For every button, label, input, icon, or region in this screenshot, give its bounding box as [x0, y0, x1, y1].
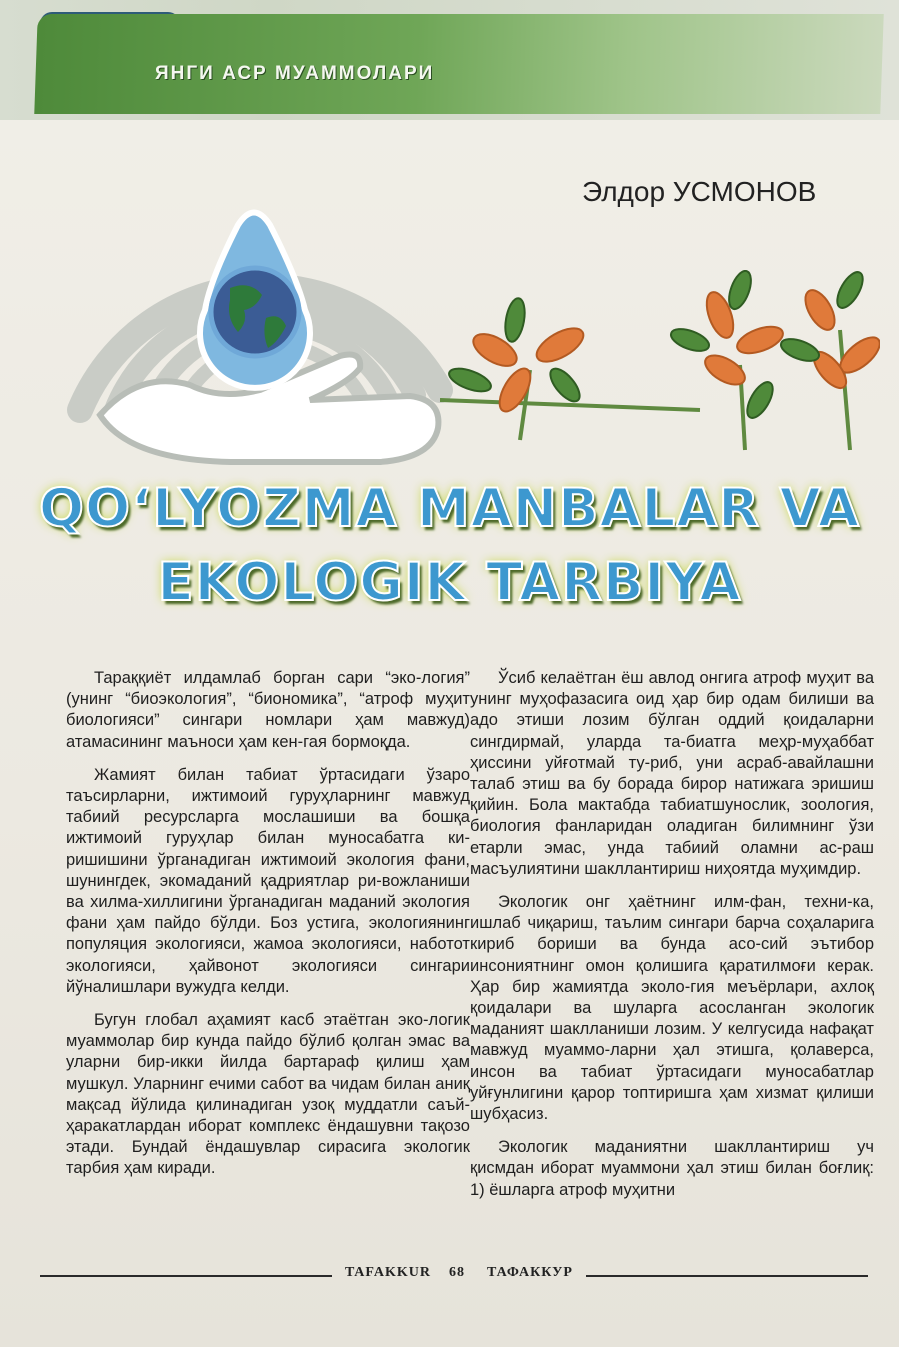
- flowers-illustration: [440, 270, 880, 470]
- article-title-line-2: EKOLOGIK TARBIYA: [157, 552, 742, 613]
- paragraph: Тараққиёт илдамлаб борган сари “эко-логия” (унинг “биоэкология”, “биономика”, “атроф муҳит биологияси” сингари номлари ҳам мавжуд) атамасининг маъноси ҳам кен-гая бормоқда.: [66, 669, 470, 751]
- paragraph: Жамият билан табиат ўртасидаги ўзаро таъсирларни, ижтимоий гуруҳларнинг мавжуд табиий ресурсларга мослашиши ва бошқа ижтимоий гуруҳлар билан муносабатга ки-ришишини ўрганадиган ижтимоий экология фани, шунингдек, экомаданий қадриятлар ри-вожланиши ва хилма-хиллигини ўрганадиган маданий экология фани ҳам пайдо бўлди. Боз устига, экологиянинг популяция экологияси, жамоа экологияси, наботот экологияси, ҳайвонот экологияси сингари йўналишлари вужудга келди.: [66, 765, 470, 996]
- paragraph: Экологик маданиятни шакллантириш уч қисмдан иборат муаммони ҳал этиш билан боғлиқ: 1) ёшларга атроф муҳитни: [470, 1138, 874, 1199]
- text-column-right: [470, 668, 874, 1213]
- page-number: 68: [449, 1265, 465, 1280]
- footer-magazine-name-cyrillic: ТАФАККУР: [487, 1265, 573, 1280]
- paragraph: Ўсиб келаётган ёш авлод онгига атроф муҳит ва унинг муҳофазасига оид ҳар бир одам билиши ва адо этиши лозим бўлган оддий қоидаларни сингдирмай, уларда та-биатга меҳр-муҳаббат ҳиссини уйғотмай ту-риб, уни асраб-авайлашни талаб этиш ва бу борада бирор натижага эришиш қийин. Бола мактабда табиатшунослик, зоология, биология фанларидан оладиган билимнинг ўзи етарли эмас, унда табиий оламни ас-раш масъулиятини шакллантириш ниҳоятда муҳимдир.: [470, 669, 874, 878]
- footer-rule-right: [586, 1275, 868, 1277]
- footer-rule-left: [40, 1275, 332, 1277]
- text-column-left: [66, 668, 470, 1192]
- ecology-globe-hand-logo: [60, 200, 460, 470]
- author-name: Элдор УСМОНОВ: [582, 176, 817, 207]
- footer-magazine-name-latin: TAFAKKUR: [345, 1265, 432, 1280]
- paragraph: Экологик онг ҳаётнинг илм-фан, техни-ка, ишлаб чиқариш, таълим сингари барча соҳаларига кириб бориши ва бунда асо-сий эътибор инсониятнинг омон қолишига қаратилмоғи керак. Ҳар бир жамиятда эколо-гия меъёрлари, ахлоқ қоидалари ва шуларга асосланган экологик маданият шаклланиши лозим. У келгусида нафақат мавжуд муаммо-ларни ҳал этишга, қолаверса, инсон ва табиат ўртасидаги муносабатлар уйғунлигини қарор топтиришга ҳам хизмат қилиши шубҳасиз.: [470, 893, 874, 1124]
- article-title-line-1: QO‘LYOZMA MANBALAR VA: [39, 478, 860, 539]
- rubric-label: ЯНГИ АСР МУАММОЛАРИ: [155, 63, 435, 84]
- paragraph: Бугун глобал аҳамият касб этаётган эко-логик муаммолар бир кунда пайдо бўлиб қолган эмас ва уларни бир-икки йилда бартараф қилиш ҳам мушкул. Уларнинг ечими сабот ва чидам билан аниқ мақсад йўлида қилинадиган узоқ муддатли саъй-ҳаракатлардан иборат комплекс ёндашувни тақозо этади. Бундай ёндашувлар сирасига экологик тарбия ҳам киради.: [66, 1011, 470, 1178]
